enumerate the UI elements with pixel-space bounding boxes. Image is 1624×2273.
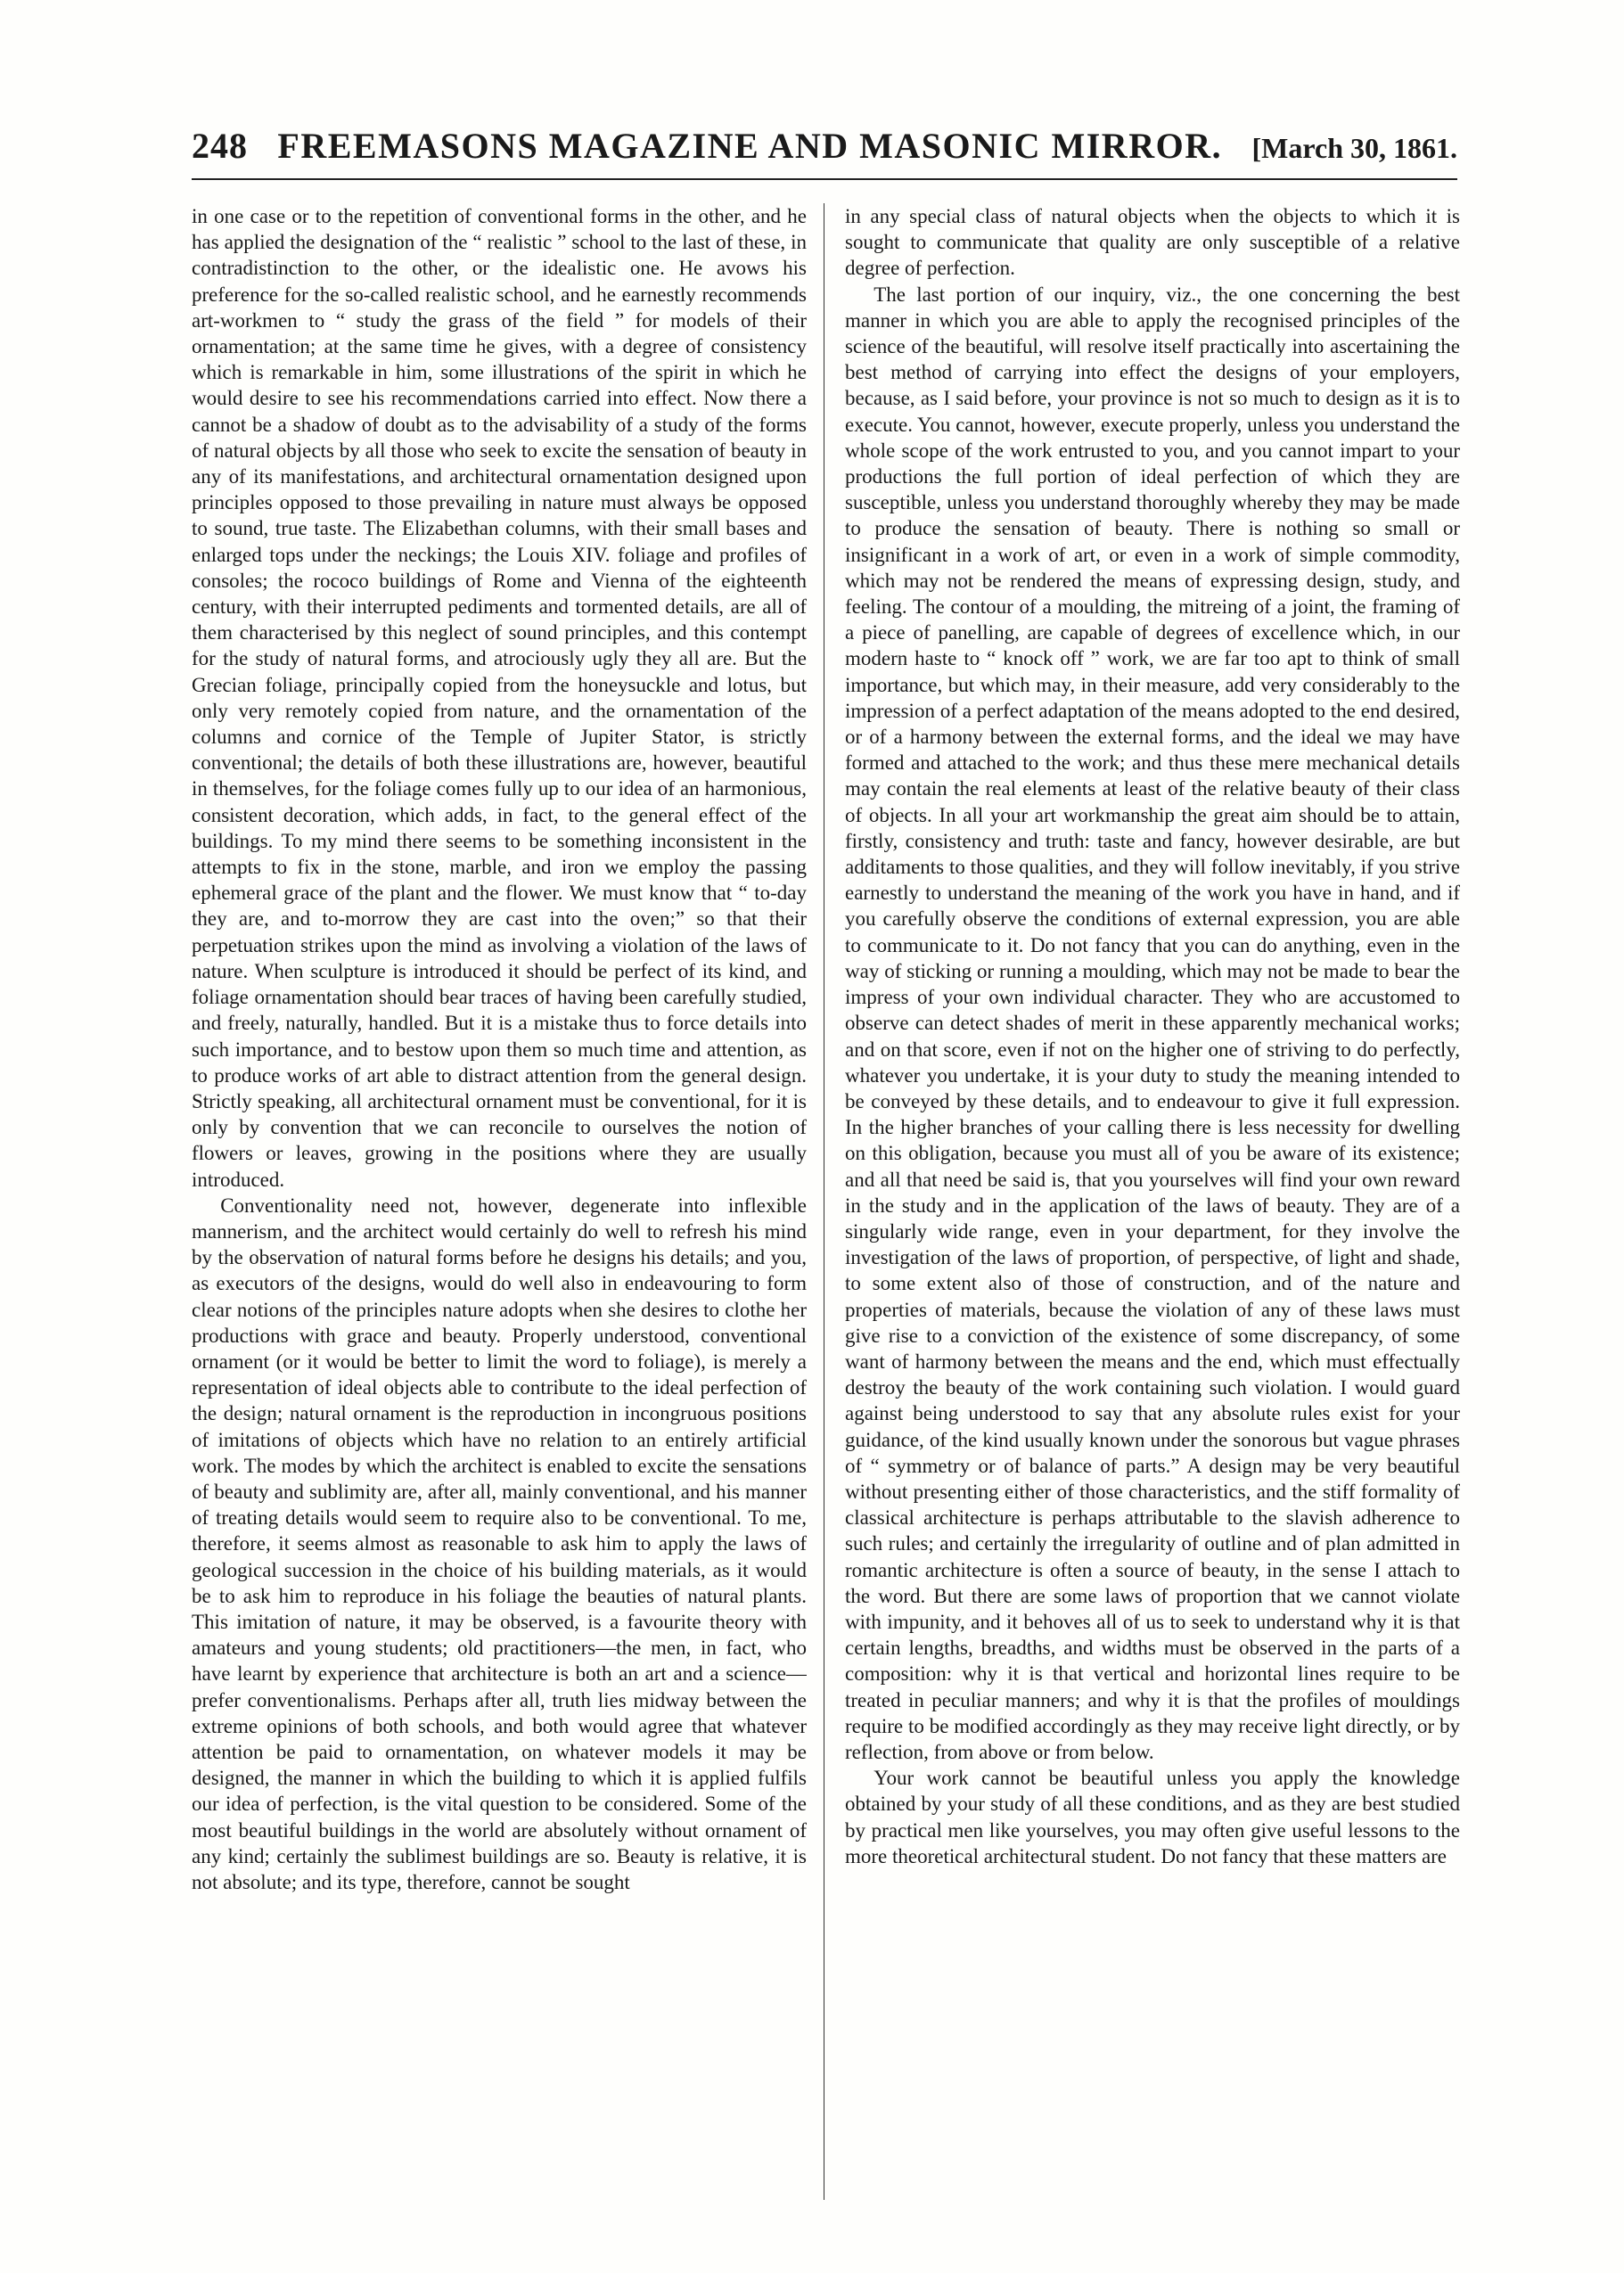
right-column <box>845 203 1460 2209</box>
page-header <box>192 125 1457 180</box>
running-title: FREEMASONS MAGAZINE AND MASONIC MIRROR. <box>277 126 1223 166</box>
paragraph: Conventionality need not, however, degenerate into inflexible mannerism, and the architect would certainly do well to refresh his mind by the observation of natural forms before he designs his details; and you, as executors of the designs, would do well also in endeavouring to form clear notions of the principles nature adopts when she desires to clothe her productions with grace and beauty. Properly understood, conventional ornament (or it would be better to limit the word to foliage), is merely a representation of ideal objects able to contribute to the ideal perfection of the design; natural ornament is the reproduction in incongruous positions of imitations of objects which have no relation to an entirely artificial work. The modes by which the architect is enabled to excite the sensations of beauty and sublimity are, after all, mainly conventional, and his manner of treating details would seem to require also to be conventional. To me, therefore, it seems almost as reasonable to ask him to apply the laws of geological succession in the choice of his building materials, as it would be to ask him to reproduce in his foliage the beauties of natural plants. This imitation of nature, it may be observed, is a favourite theory with amateurs and young students; old practitioners—the men, in fact, who have learnt by experience that architecture is both an art and a science—prefer conventionalisms. Perhaps after all, truth lies midway between the extreme opinions of both schools, and both would agree that whatever attention be paid to ornamentation, on whatever models it may be designed, the manner in which the building to which it is applied fulfils our idea of perfection, is the vital question to be considered. Some of the most beautiful buildings in the world are absolutely without ornament of any kind; certainly the sublimest buildings are so. Beauty is relative, it is not absolute; and its type, therefore, cannot be sought <box>192 1194 807 1893</box>
paragraph: Your work cannot be beautiful unless you apply the knowledge obtained by your study of all these conditions, and as they are best studied by practical men like yourselves, you may often give useful lessons to the more theoretical architectural student. Do not fancy that these matters are <box>845 1767 1460 1867</box>
left-column <box>192 203 807 2209</box>
paragraph: The last portion of our inquiry, viz., the one concerning the best manner in which you are able to apply the recognised principles of the science of the beautiful, will resolve itself practically into ascertaining the best method of carrying into effect the designs of your employers, because, as I said before, your province is not so much to design as it is to execute. You cannot, however, execute properly, unless you understand the whole scope of the work entrusted to you, and you cannot impart to your productions the full portion of ideal perfection of which they are susceptible, unless you understand thoroughly whereby they may be made to produce the sensation of beauty. There is nothing so small or insignificant in a work of art, or even in a work of simple commodity, which may not be rendered the means of expressing design, study, and feeling. The contour of a moulding, the mitreing of a joint, the framing of a piece of panelling, are capable of degrees of excellence which, in our modern haste to “ knock off ” work, we are far too apt to think of small importance, but which may, in their measure, add very considerably to the impression of a perfect adaptation of the means adopted to the end desired, or of a harmony between the external forms, and the ideal we may have formed and attached to the work; and thus these mere mechanical details may contain the real elements at least of the relative beauty of their class of objects. In all your art workmanship the great aim should be to attain, firstly, consistency and truth: taste and fancy, however desirable, are but additaments to those qualities, and they will follow inevitably, if you strive earnestly to understand the meaning of the work you have in hand, and if you carefully observe the conditions of external expression, you are able to communicate to it. Do not fancy that you can do anything, even in the way of sticking or running a moulding, which may not be made to bear the impress of your own individual character. They who are accustomed to observe can detect shades of merit in these apparently mechanical works; and on that score, even if not on the higher one of striving to do perfectly, whatever you undertake, it is your duty to study the meaning intended to be conveyed by these details, and to endeavour to give it full expression. In the higher branches of your calling there is less necessity for dwelling on this obligation, because you must all of you be aware of its existence; and all that need be said is, that you yourselves will find your own reward in the study and in the application of the laws of beauty. They are of a singularly wide range, even in your department, for they involve the investigation of the laws of proportion, of perspective, of light and shade, to some extent also of those of construction, and of the nature and properties of materials, because the violation of any of these laws must give rise to a conviction of the existence of some discrepancy, of some want of harmony between the means and the end, which must effectually destroy the beauty of the work containing such violation. I would guard against being understood to say that any absolute rules exist for your guidance, of the kind usually known under the sonorous but vague phrases of “ symmetry or of balance of parts.” A design may be very beautiful without presenting either of those characteristics, and the stiff formality of classical architecture is perhaps attributable to the slavish adherence to such rules; and certainly the irregularity of outline and of plan admitted in romantic architecture is often a source of beauty, in the sense I attach to the word. But there are some laws of proportion that we cannot violate with impunity, and it behoves all of us to seek to understand why it is that certain lengths, breadths, and widths must be observed in the parts of a composition: why it is that vertical and horizontal lines require to be treated in peculiar manners; and why it is that the profiles of mouldings require to be modified accordingly as they may receive light directly, or by reflection, from above or from below. <box>845 283 1460 1763</box>
page-number: 248 <box>192 126 248 166</box>
paragraph: in any special class of natural objects when the objects to which it is sought to communicate that quality are only susceptible of a relative degree of perfection. <box>845 205 1460 280</box>
issue-date: [March 30, 1861. <box>1251 132 1457 164</box>
paragraph: in one case or to the repetition of conventional forms in the other, and he has applied the designation of the “ realistic ” school to the last of these, in contradistinction to the other, or the idealistic one. He avows his preference for the so-called realistic school, and he earnestly recommends art-workmen to “ study the grass of the field ” for models of their ornamentation; at the same time he gives, with a degree of consistency which is remarkable in him, some illustrations of the spirit in which he would desire to see his recommendations carried into effect. Now there a cannot be a shadow of doubt as to the advisability of a study of the forms of natural objects by all those who seek to excite the sensation of beauty in any of its manifestations, and architectural ornamentation designed upon principles opposed to those prevailing in nature must always be opposed to sound, true taste. The Elizabethan columns, with their small bases and enlarged tops under the neckings; the Louis XIV. foliage and profiles of consoles; the rococo buildings of Rome and Vienna of the eighteenth century, with their interrupted pediments and tormented details, are all of them characterised by this neglect of sound principles, and this contempt for the study of natural forms, and atrociously ugly they all are. But the Grecian foliage, principally copied from the honeysuckle and lotus, but only very remotely copied from nature, and the ornamentation of the columns and cornice of the Temple of Jupiter Stator, is strictly conventional; the details of both these illustrations are, however, beautiful in themselves, for the foliage comes fully up to our idea of an harmonious, consistent decoration, which adds, in fact, to the general effect of the buildings. To my mind there seems to be something inconsistent in the attempts to fix in the stone, marble, and iron we employ the passing ephemeral grace of the plant and the flower. We must know that “ to-day they are, and to-morrow they are cast into the oven;” so that their perpetuation strikes upon the mind as involving a violation of the laws of nature. When sculpture is introduced it should be perfect of its kind, and foliage ornamentation should bear traces of having been carefully studied, and freely, naturally, handled. But it is a mistake thus to force details into such importance, and to bestow upon them so much time and attention, as to produce works of art able to distract attention from the general design. Strictly speaking, all architectural ornament must be conventional, for it is only by convention that we can reconcile to ourselves the notion of flowers or leaves, growing in the positions where they are usually introduced. <box>192 205 807 1191</box>
